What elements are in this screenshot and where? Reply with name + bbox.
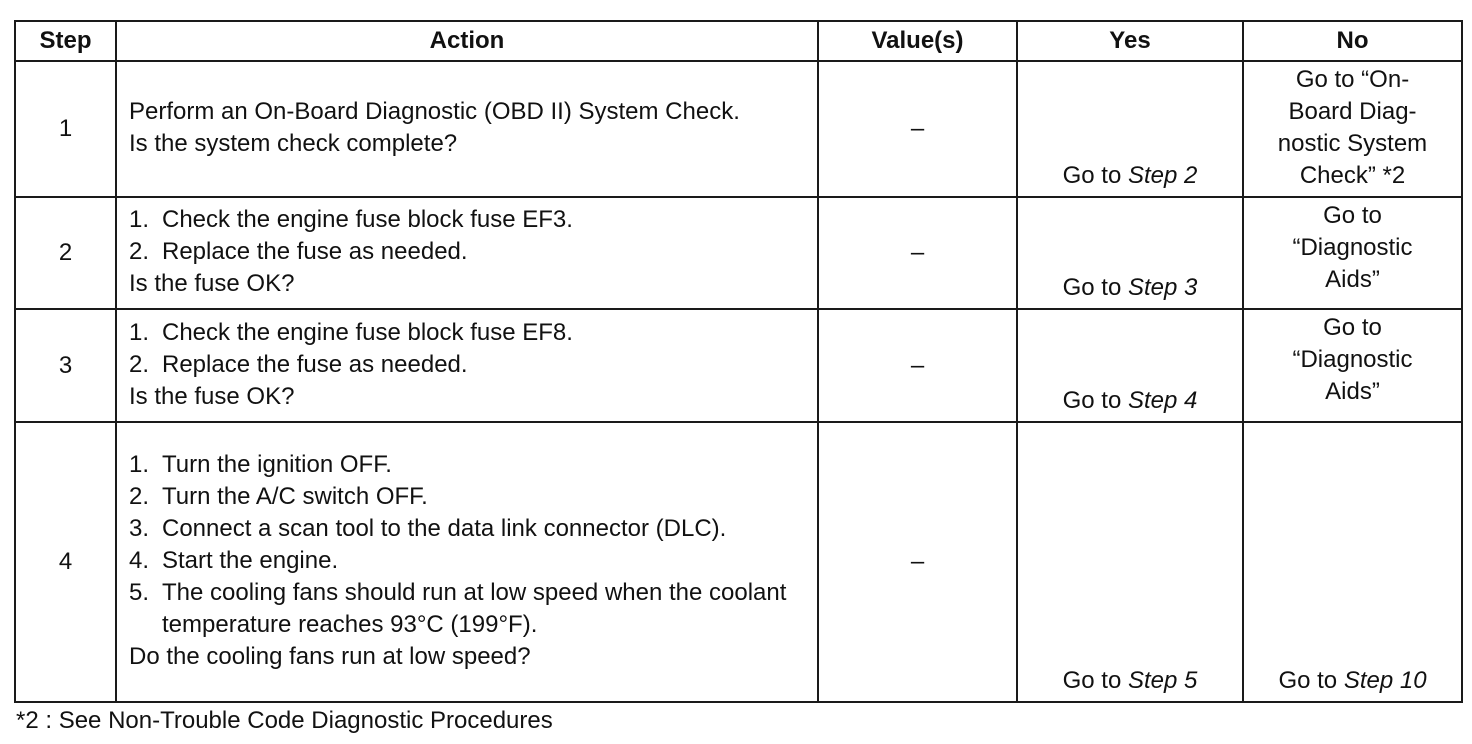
header-step: Step xyxy=(15,21,116,61)
diagnostic-table xyxy=(14,20,1463,703)
action-item-number: 2. xyxy=(129,483,150,510)
step-number: 3 xyxy=(15,309,116,422)
step-number: 4 xyxy=(15,422,116,702)
table-row xyxy=(15,61,1462,197)
no-text-line: Check” *2 xyxy=(1299,162,1406,189)
header-values: Value(s) xyxy=(818,21,1017,61)
yes-goto-step-link[interactable]: Step 4 xyxy=(1127,387,1198,414)
action-question: Is the system check complete? xyxy=(129,130,458,157)
table-row xyxy=(15,197,1462,309)
no-text-line: Aids” xyxy=(1325,266,1380,293)
value-cell: – xyxy=(818,197,1017,309)
action-item xyxy=(129,481,807,513)
action-item-number: 2. xyxy=(129,238,150,265)
table-row xyxy=(15,422,1462,702)
action-item xyxy=(129,449,807,481)
no-text-line: Aids” xyxy=(1325,378,1380,405)
action-item-text: Check the engine fuse block fuse EF8. xyxy=(162,318,573,346)
action-item-text: Replace the fuse as needed. xyxy=(162,238,468,265)
no-text-line: “Diagnostic xyxy=(1292,234,1413,261)
yes-goto-step-link[interactable]: Step 5 xyxy=(1127,667,1198,694)
action-item-text: Check the engine fuse block fuse EF3. xyxy=(162,206,573,233)
action-item-text: Turn the ignition OFF. xyxy=(162,451,392,478)
no-text-line: Go to xyxy=(1323,314,1382,341)
header-no: No xyxy=(1243,21,1462,61)
no-goto-step-link[interactable]: Step 10 xyxy=(1343,667,1427,694)
action-item xyxy=(129,349,807,381)
action-question: Is the fuse OK? xyxy=(129,270,295,297)
action-item xyxy=(129,317,807,349)
no-text-line: Go to “On- xyxy=(1295,66,1410,93)
action-cell xyxy=(116,309,818,422)
no-cell xyxy=(1243,197,1462,309)
action-item xyxy=(129,204,807,236)
yes-cell xyxy=(1017,61,1243,197)
yes-cell xyxy=(1017,422,1243,702)
yes-goto-prefix: Go to xyxy=(1062,274,1128,301)
header-action: Action xyxy=(116,21,818,61)
no-text-line: “Diagnostic xyxy=(1292,346,1413,373)
value-cell: – xyxy=(818,309,1017,422)
action-item xyxy=(129,545,807,577)
action-item-number: 5. xyxy=(129,579,150,606)
footnote: *2 : See Non-Trouble Code Diagnostic Procedures xyxy=(16,707,553,734)
action-item-number: 1. xyxy=(129,318,150,346)
yes-goto-prefix: Go to xyxy=(1062,162,1128,189)
action-item-number: 3. xyxy=(129,515,150,542)
yes-goto-prefix: Go to xyxy=(1062,387,1128,414)
table-row xyxy=(15,309,1462,422)
no-goto-prefix: Go to xyxy=(1278,667,1344,694)
action-question: Do the cooling fans run at low speed? xyxy=(129,643,531,670)
header-row xyxy=(15,21,1462,61)
value-cell: – xyxy=(818,422,1017,702)
yes-cell xyxy=(1017,197,1243,309)
header-yes: Yes xyxy=(1017,21,1243,61)
value-cell: – xyxy=(818,61,1017,197)
action-text: Perform an On-Board Diagnostic (OBD II) System Check. xyxy=(129,98,740,125)
action-item-number: 4. xyxy=(129,547,150,574)
action-item-number: 2. xyxy=(129,350,150,378)
action-item-text: The cooling fans should run at low speed when the coolant temperature reaches 93°C (199°F). xyxy=(162,579,787,638)
no-cell xyxy=(1243,422,1462,702)
action-item-text: Replace the fuse as needed. xyxy=(162,350,468,378)
yes-goto-prefix: Go to xyxy=(1062,667,1128,694)
no-text-line: nostic System xyxy=(1277,130,1428,157)
no-cell xyxy=(1243,309,1462,422)
action-cell xyxy=(116,61,818,197)
no-text-line: Board Diag- xyxy=(1288,98,1417,125)
no-text-line: Go to xyxy=(1323,202,1382,229)
action-item-number: 1. xyxy=(129,206,150,233)
step-number: 2 xyxy=(15,197,116,309)
action-cell xyxy=(116,422,818,702)
step-number: 1 xyxy=(15,61,116,197)
action-item-text: Connect a scan tool to the data link connector (DLC). xyxy=(162,515,727,542)
action-item xyxy=(129,513,807,545)
yes-cell xyxy=(1017,309,1243,422)
action-item-number: 1. xyxy=(129,451,150,478)
action-item-text: Turn the A/C switch OFF. xyxy=(162,483,428,510)
no-cell xyxy=(1243,61,1462,197)
yes-goto-step-link[interactable]: Step 3 xyxy=(1127,274,1198,301)
action-question: Is the fuse OK? xyxy=(129,382,295,410)
action-item xyxy=(129,577,807,641)
action-item-text: Start the engine. xyxy=(162,547,339,574)
action-cell xyxy=(116,197,818,309)
yes-goto-step-link[interactable]: Step 2 xyxy=(1127,162,1198,189)
action-item xyxy=(129,236,807,268)
